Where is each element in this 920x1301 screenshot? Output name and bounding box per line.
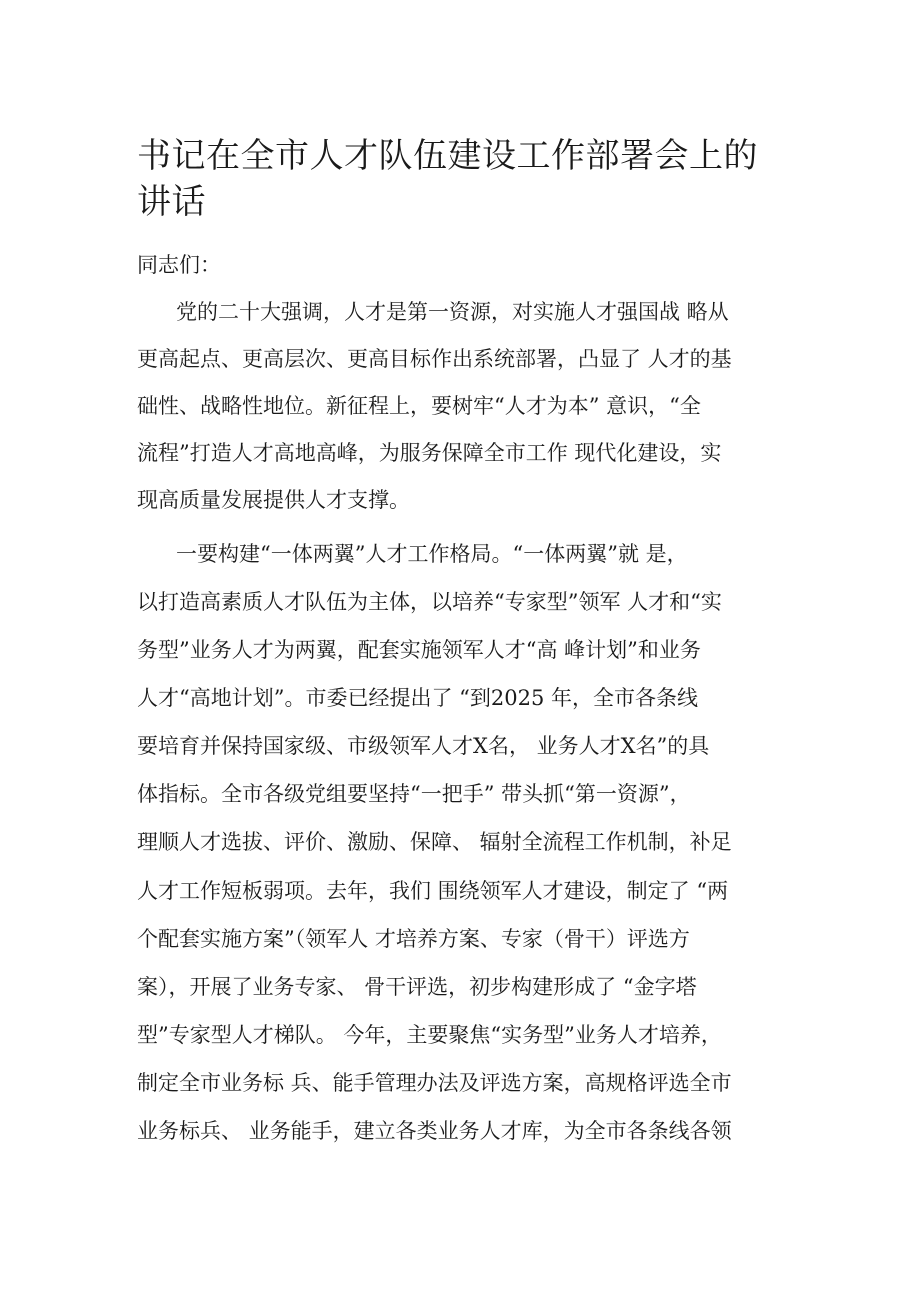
paragraph-line: 理顺人才选拔、评价、激励、保障、 辐射全流程工作机制，补足 (137, 830, 732, 854)
paragraph-line: 党的二十大强调，人才是第一资源，对实施人才强国战 略从 (176, 300, 729, 324)
paragraph-line: 务型”业务人才为两翼，配套实施领军人才“高 峰计划”和业务 (137, 638, 701, 662)
paragraph-line: 业务标兵、 业务能手，建立各类业务人才库，为全市各条线各领 (137, 1119, 732, 1143)
salutation: 同志们： (137, 253, 221, 277)
paragraph-line: 流程”打造人才高地高峰，为服务保障全市工作 现代化建设，实 (137, 441, 722, 465)
paragraph-line: 案），开展了业务专家、 骨干评选，初步构建形成了 “金字塔 (137, 975, 697, 999)
paragraph-line: 要培育并保持国家级、市级领军人才X名， 业务人才X名”的具 (137, 734, 710, 758)
paragraph-line: 体指标。全市各级党组要坚持“一把手” 带头抓“第一资源”， (137, 782, 691, 806)
paragraph-line: 制定全市业务标 兵、能手管理办法及评选方案，高规格评选全市 (137, 1071, 732, 1095)
title-line: 书记在全市人才队伍建设工作部署会上的 (137, 136, 758, 176)
paragraph-line: 以打造高素质人才队伍为主体，以培养“专家型”领军 人才和“实 (137, 590, 722, 614)
paragraph-line: 更高起点、更高层次、更高目标作出系统部署，凸显了 人才的基 (137, 347, 732, 371)
document-title (137, 133, 758, 225)
paragraph-line: 个配套实施方案”（领军人 才培养方案、专家（骨干）评选方 (137, 927, 690, 951)
paragraph-line: 型”专家型人才梯队。 今年，主要聚焦“实务型”业务人才培养， (137, 1023, 722, 1047)
paragraph-line: 人才工作短板弱项。去年，我们 围绕领军人才建设，制定了 “两 (137, 879, 729, 903)
paragraph-line: 础性、战略性地位。新征程上，要树牢“人才为本” 意识，“全 (137, 394, 701, 418)
paragraph-line: 现高质量发展提供人才支撑。 (137, 488, 410, 512)
paragraph-line: 一要构建“一体两翼”人才工作格局。“一体两翼”就 是， (176, 542, 688, 566)
title-line: 讲话 (137, 182, 206, 222)
paragraph-line: 人才“高地计划”。市委已经提出了 “到2025 年，全市各条线 (137, 686, 698, 710)
